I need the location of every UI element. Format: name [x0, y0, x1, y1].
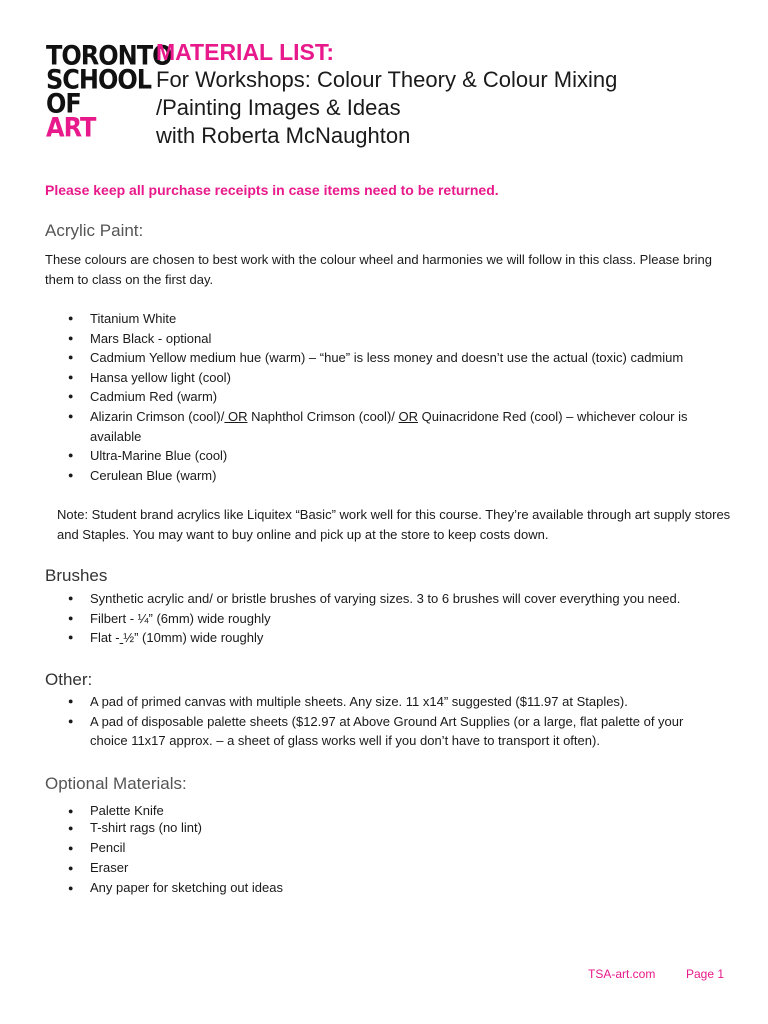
- brushes-heading: Brushes: [45, 566, 108, 585]
- workshop-title-line-1: For Workshops: Colour Theory & Colour Mixing: [156, 67, 618, 92]
- list-item: ● Mars Black - optional: [68, 329, 718, 349]
- list-item: ● Any paper for sketching out ideas: [68, 879, 668, 897]
- acrylic-list: [68, 309, 718, 485]
- logo-line-toronto: TORONTO: [46, 39, 172, 72]
- acrylic-intro: These colours are chosen to best work with the colour wheel and harmonies we will follow in this class. Please bring them to class on the first day.: [45, 252, 712, 287]
- list-item: ● Ultra-Marine Blue (cool): [68, 446, 718, 466]
- other-heading: Other:: [45, 670, 93, 689]
- list-item: ● Titanium White: [68, 309, 718, 329]
- brushes-list: [68, 589, 728, 648]
- list-item: ● A pad of primed canvas with multiple sheets. Any size. 11 x14” suggested ($11.97 at Staples).: [68, 692, 718, 712]
- list-item: ● Hansa yellow light (cool): [68, 368, 718, 388]
- list-item: ● Cadmium Yellow medium hue (warm) – “hue” is less money and doesn’t use the actual (toxic) cadmium: [68, 348, 718, 368]
- acrylic-note: Note: Student brand acrylics like Liquitex “Basic” work well for this course. They’re available through art supply stores and Staples. You may want to buy online and pick up at the store to keep costs down.: [57, 507, 731, 542]
- logo-line-school: SCHOOL: [46, 63, 152, 96]
- optional-list: [68, 802, 668, 897]
- footer-site-link[interactable]: TSA-art.com: [588, 967, 656, 981]
- acrylic-heading: Acrylic Paint:: [45, 221, 144, 240]
- logo-line-art: ART: [46, 111, 96, 144]
- document-header: [156, 38, 756, 150]
- optional-heading: Optional Materials:: [45, 774, 187, 793]
- logo-line-of: OF: [46, 87, 81, 120]
- school-logo: [46, 39, 172, 144]
- list-item: ● T-shirt rags (no lint): [68, 819, 668, 837]
- receipts-notice: Please keep all purchase receipts in case items need to be returned.: [45, 182, 499, 198]
- list-item: ● Eraser: [68, 859, 668, 877]
- instructor-line: with Roberta McNaughton: [156, 123, 411, 148]
- list-item: ● Alizarin Crimson (cool)/ OR Naphthol Crimson (cool)/ OR Quinacridone Red (cool) – whichever colour is available: [68, 407, 718, 446]
- footer-page-number: Page 1: [686, 967, 725, 981]
- page-title: MATERIAL LIST:: [156, 39, 335, 65]
- list-item: ● Cadmium Red (warm): [68, 387, 718, 407]
- list-item: ● Palette Knife: [68, 802, 668, 820]
- list-item: ● Flat - ½” (10mm) wide roughly: [68, 628, 728, 648]
- list-item: ● A pad of disposable palette sheets ($12.97 at Above Ground Art Supplies (or a large, flat palette of your choice 11x17 approx. – a sheet of glass works well if you don’t have to transport it often).: [68, 712, 718, 751]
- workshop-title-line-2: /Painting Images & Ideas: [156, 95, 401, 120]
- list-item: ● Cerulean Blue (warm): [68, 466, 718, 486]
- other-list: [68, 692, 718, 751]
- list-item: ● Pencil: [68, 839, 668, 857]
- list-item: ● Filbert - ¼” (6mm) wide roughly: [68, 609, 728, 629]
- list-item: ● Synthetic acrylic and/ or bristle brushes of varying sizes. 3 to 6 brushes will cover everything you need.: [68, 589, 728, 609]
